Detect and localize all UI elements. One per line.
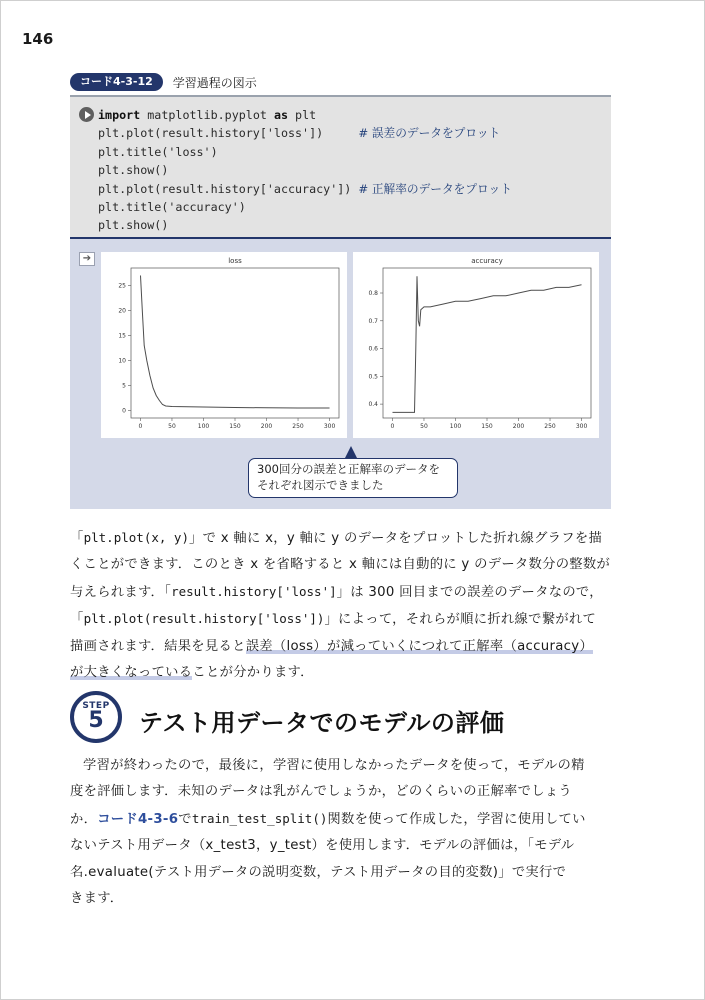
series-line — [141, 276, 330, 409]
step-badge — [70, 691, 122, 743]
series-line — [393, 276, 582, 412]
step-number: 5 — [88, 708, 104, 733]
text-line: 「plt.plot(result.history['loss'])」によって，それらが順に折れ線で繋がれて — [70, 611, 597, 628]
chart-title: accuracy — [471, 257, 503, 265]
text-line: 与えられます．「result.history['loss']」は 300 回目までの誤差のデータなので， — [70, 583, 603, 600]
x-tick-label: 300 — [323, 423, 336, 430]
callout-line-1: 300回分の誤差と正解率のデータを — [257, 462, 440, 476]
x-tick-label: 150 — [229, 423, 241, 430]
step-heading: テスト用データでのモデルの評価 — [139, 709, 505, 737]
x-tick-label: 50 — [420, 423, 428, 430]
code-line-3 — [98, 143, 512, 161]
code-text: plt — [288, 108, 317, 122]
highlight: が大きくなっている — [70, 665, 193, 681]
text-line: ないテスト用データ（x_test3，y_test）を使用します．モデルの評価は，「モデル — [70, 838, 575, 854]
y-tick-label: 0 — [122, 407, 126, 415]
y-tick-label: 25 — [118, 282, 126, 290]
x-tick-label: 200 — [512, 423, 525, 430]
loss-chart-svg — [101, 252, 347, 438]
y-tick-label: 20 — [118, 307, 126, 315]
paragraph-1 — [70, 525, 615, 686]
output-arrow-icon: ➔ — [79, 252, 95, 266]
x-tick-label: 100 — [197, 423, 210, 430]
code-caption: 学習過程の図示 — [172, 75, 257, 90]
text-line: 学習が終わったので，最後に，学習に使用しなかったデータを使って，モデルの精 — [83, 758, 585, 773]
text-line: か．コード4-3-6でtrain_test_split()関数を使って作成した，学習に使用してい — [70, 810, 586, 827]
run-icon[interactable] — [79, 107, 94, 122]
code-cell[interactable] — [70, 95, 611, 237]
y-tick-label: 15 — [118, 332, 126, 340]
y-tick-label: 0.8 — [368, 290, 378, 297]
code-text: plt.title('accuracy') — [98, 200, 246, 215]
y-tick-label: 5 — [122, 382, 126, 390]
y-tick-label: 0.4 — [368, 401, 378, 409]
paragraph-2 — [70, 753, 615, 912]
plot-frame — [383, 268, 591, 418]
x-tick-label: 50 — [168, 423, 176, 430]
text-line: 名.evaluate(テスト用データの説明変数，テスト用データの目的変数)」で実行で — [70, 864, 567, 880]
code-line-5 — [98, 180, 512, 198]
x-tick-label: 250 — [544, 423, 556, 430]
y-tick-label: 0.5 — [368, 373, 378, 381]
callout-box — [248, 458, 458, 498]
x-tick-label: 100 — [449, 423, 462, 430]
code-text: plt.show() — [98, 163, 169, 178]
x-tick-label: 300 — [575, 423, 588, 430]
code-keyword-as: as — [273, 108, 289, 122]
y-tick-label: 10 — [118, 357, 126, 365]
code-text: plt.title('loss') — [98, 144, 218, 159]
loss-chart — [101, 252, 347, 438]
x-tick-label: 250 — [292, 423, 304, 430]
text-line: くことができます．このとき x を省略すると x 軸には自動的に y のデータ数分の整数が — [70, 557, 611, 573]
code-comment: # 誤差のデータをプロット — [358, 126, 501, 141]
y-tick-label: 0.6 — [368, 345, 378, 353]
plot-frame — [131, 268, 339, 418]
code-line-4 — [98, 161, 512, 179]
code-keyword-import: import — [98, 108, 141, 122]
x-tick-label: 0 — [390, 423, 395, 430]
x-tick-label: 200 — [260, 423, 273, 430]
accuracy-chart-svg — [353, 252, 599, 438]
x-tick-label: 0 — [138, 423, 143, 430]
output-area — [70, 237, 611, 509]
highlight: 誤差（loss）が減っていくにつれて正解率（accuracy） — [245, 638, 594, 654]
text-line: きます． — [70, 891, 124, 907]
x-tick-label: 150 — [481, 423, 493, 430]
code-line-1 — [98, 106, 512, 124]
code-text: plt.plot(result.history['loss']) — [98, 126, 359, 141]
code-comment: # 正解率のデータをプロット — [358, 181, 512, 196]
chart-title: loss — [228, 257, 242, 265]
text-line: 度を評価します．未知のデータは乳がんでしょうか，どのくらいの正解率でしょう — [70, 784, 573, 800]
code-text: matplotlib.pyplot — [140, 108, 274, 122]
text-line: 「plt.plot(x, y)」で x 軸に x，y 軸に y のデータをプロットした折れ線グラフを描 — [70, 530, 603, 546]
y-tick-label: 0.7 — [368, 317, 378, 325]
accuracy-chart — [353, 252, 599, 438]
step-word: STEP — [82, 701, 110, 711]
code-line-2 — [98, 124, 512, 142]
code-text: plt.show() — [98, 218, 169, 233]
code-line-7 — [98, 216, 512, 234]
code-reference-link[interactable]: コード4-3-6 — [97, 811, 179, 827]
callout-pointer — [345, 446, 357, 458]
callout-line-2: それぞれ図示できました — [257, 478, 384, 492]
code-line-6 — [98, 198, 512, 216]
page-number: 146 — [22, 30, 54, 48]
code-label-row — [70, 73, 257, 91]
text-line: が大きくなっていることが分かります． — [70, 665, 314, 681]
code-lines — [98, 106, 512, 235]
text-line: 描画されます．結果を見ると誤差（loss）が減っていくにつれて正解率（accuracy） — [70, 638, 594, 654]
code-label: コード4-3-12 — [70, 73, 163, 91]
code-text: plt.plot(result.history['accuracy']) — [98, 181, 359, 196]
